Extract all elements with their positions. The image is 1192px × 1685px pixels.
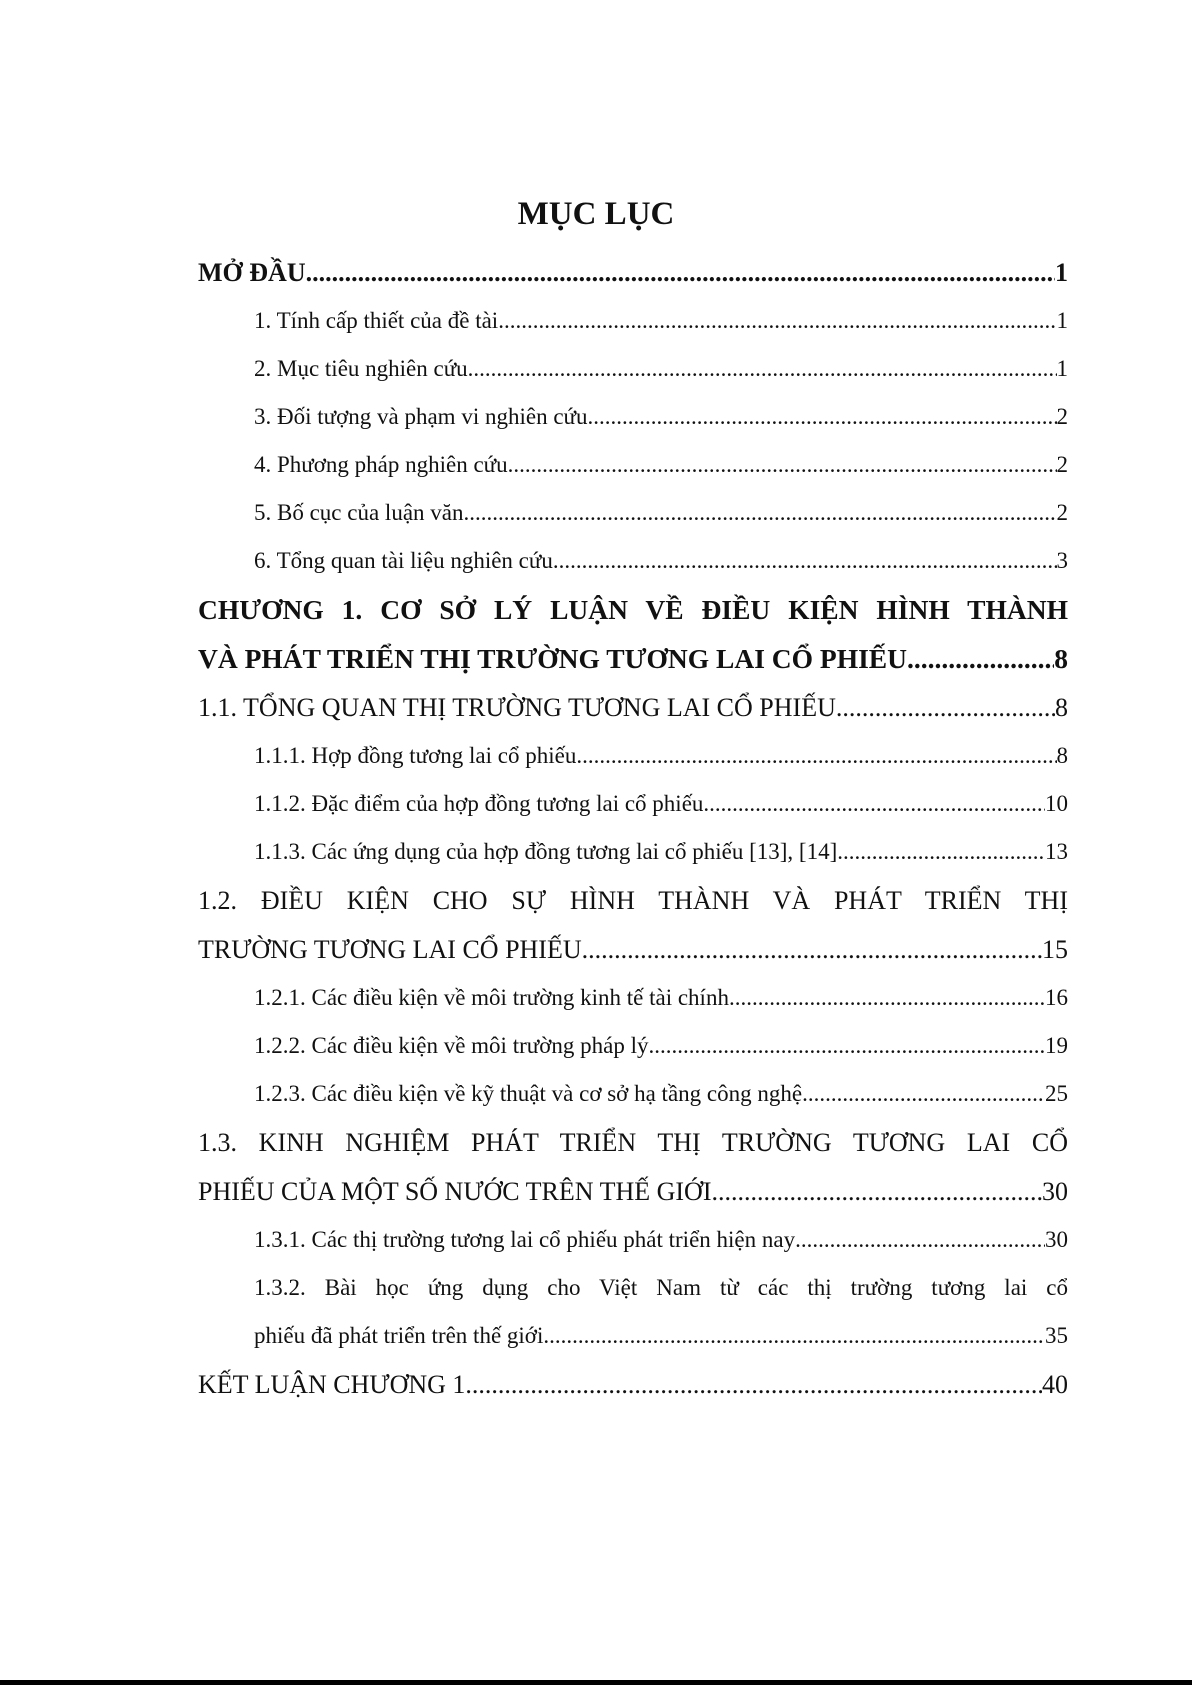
toc-entry-1-3-2[interactable]	[198, 1312, 1068, 1360]
toc-entry-text: 3. Đối tượng và phạm vi nghiên cứu	[254, 404, 588, 429]
toc-entry-section-1-2-line1[interactable]: 1.2. ĐIỀU KIỆN CHO SỰ HÌNH THÀNH VÀ PHÁT TRIỂN THỊ	[198, 886, 1068, 915]
leader-dots	[543, 1312, 1045, 1360]
toc-entry-text: 1.2.1. Các điều kiện về môi trường kinh tế tài chính	[254, 985, 729, 1010]
toc-entry-page: 40	[1042, 1370, 1068, 1399]
leader-dots	[582, 925, 1042, 974]
toc-entry-page: 3	[1056, 548, 1068, 573]
toc-entry-page: 8	[1056, 743, 1068, 768]
toc-entry-page: 2	[1056, 452, 1068, 477]
toc-entry-text: 1. Tính cấp thiết của đề tài	[254, 308, 499, 333]
toc-entry-page: 30	[1045, 1227, 1068, 1252]
toc-entry-text: 6. Tổng quan tài liệu nghiên cứu	[254, 548, 553, 573]
leader-dots	[836, 683, 1055, 732]
table-of-contents	[198, 248, 1068, 1409]
toc-entry-text: 5. Bố cục của luận văn	[254, 500, 464, 525]
toc-entry-section-1-3-line1[interactable]: 1.3. KINH NGHIỆM PHÁT TRIỂN THỊ TRƯỜNG TƯƠNG LAI CỔ	[198, 1128, 1068, 1157]
leader-dots	[576, 732, 1056, 780]
toc-entry-page: 15	[1042, 935, 1068, 964]
leader-dots	[837, 828, 1045, 876]
toc-entry-text: 4. Phương pháp nghiên cứu	[254, 452, 508, 477]
toc-entry-text: 1.2.3. Các điều kiện về kỹ thuật và cơ sở hạ tầng công nghệ	[254, 1081, 803, 1106]
toc-entry-section-1-3[interactable]	[198, 1167, 1068, 1216]
toc-entry-page: 2	[1056, 404, 1068, 429]
toc-entry-text: 1.1.2. Đặc điểm của hợp đồng tương lai cổ phiếu	[254, 791, 704, 816]
leader-dots	[463, 489, 1056, 537]
toc-entry-text: 1.3.1. Các thị trường tương lai cổ phiếu phát triển hiện nay	[254, 1227, 796, 1252]
toc-entry[interactable]	[198, 780, 1068, 828]
leader-dots	[508, 441, 1057, 489]
leader-dots	[648, 1022, 1045, 1070]
toc-entry[interactable]	[198, 1022, 1068, 1070]
toc-entry-page: 8	[1055, 693, 1068, 722]
toc-entry-page: 19	[1045, 1033, 1068, 1058]
toc-entry-chapter-1[interactable]	[198, 634, 1068, 683]
toc-entry-section-1-2[interactable]	[198, 925, 1068, 974]
leader-dots	[802, 1070, 1045, 1118]
toc-entry-page: 35	[1045, 1323, 1068, 1348]
toc-entry-text: 2. Mục tiêu nghiên cứu	[254, 356, 468, 381]
toc-entry-page: 10	[1045, 791, 1068, 816]
toc-entry-text: VÀ PHÁT TRIỂN THỊ TRƯỜNG TƯƠNG LAI CỔ PHIẾU	[198, 643, 908, 674]
toc-entry-mo-dau[interactable]	[198, 248, 1068, 297]
toc-entry-section-1-1[interactable]	[198, 683, 1068, 732]
toc-title: MỤC LỤC	[517, 196, 675, 232]
leader-dots	[468, 345, 1057, 393]
toc-entry-page: 1	[1056, 356, 1068, 381]
toc-entry-ket-luan[interactable]	[198, 1360, 1068, 1409]
toc-entry[interactable]	[198, 537, 1068, 585]
toc-entry-page: 13	[1045, 839, 1068, 864]
leader-dots	[711, 1167, 1042, 1216]
toc-entry[interactable]	[198, 441, 1068, 489]
leader-dots	[306, 248, 1055, 297]
leader-dots	[729, 974, 1045, 1022]
toc-entry-text: 1.1. TỔNG QUAN THỊ TRƯỜNG TƯƠNG LAI CỔ PHIẾU	[198, 693, 836, 722]
toc-entry[interactable]	[198, 1216, 1068, 1264]
toc-entry[interactable]	[198, 828, 1068, 876]
leader-dots	[588, 393, 1057, 441]
page-bottom-edge	[0, 1680, 1192, 1685]
toc-entry[interactable]	[198, 393, 1068, 441]
leader-dots	[703, 780, 1045, 828]
toc-entry-text: 1.2.2. Các điều kiện về môi trường pháp lý	[254, 1033, 649, 1058]
toc-entry[interactable]	[198, 1070, 1068, 1118]
toc-entry-page: 1	[1055, 258, 1068, 287]
toc-entry-page: 2	[1056, 500, 1068, 525]
toc-entry-text: 1.1.3. Các ứng dụng của hợp đồng tương lai cổ phiếu [13], [14]	[254, 839, 838, 864]
toc-entry-chapter-1-line1[interactable]: CHƯƠNG 1. CƠ SỞ LÝ LUẬN VỀ ĐIỀU KIỆN HÌNH THÀNH	[198, 594, 1068, 625]
leader-dots	[498, 297, 1056, 345]
toc-entry[interactable]	[198, 345, 1068, 393]
toc-entry-page: 25	[1045, 1081, 1068, 1106]
toc-entry[interactable]	[198, 732, 1068, 780]
leader-dots	[907, 634, 1054, 683]
toc-entry-1-3-2-line1[interactable]: 1.3.2. Bài học ứng dụng cho Việt Nam từ các thị trường tương lai cổ	[254, 1275, 1068, 1300]
toc-entry-text: MỞ ĐẦU	[198, 258, 306, 287]
leader-dots	[795, 1216, 1045, 1264]
toc-entry-text: KẾT LUẬN CHƯƠNG 1	[198, 1370, 466, 1399]
toc-entry-page: 16	[1045, 985, 1068, 1010]
toc-entry-page: 30	[1042, 1177, 1068, 1206]
leader-dots	[465, 1360, 1042, 1409]
toc-entry-text: phiếu đã phát triển trên thế giới	[254, 1323, 544, 1348]
toc-entry[interactable]	[198, 974, 1068, 1022]
toc-entry[interactable]	[198, 297, 1068, 345]
toc-entry-page: 1	[1056, 308, 1068, 333]
toc-entry-text: TRƯỜNG TƯƠNG LAI CỔ PHIẾU	[198, 935, 582, 964]
toc-entry[interactable]	[198, 489, 1068, 537]
toc-entry-page: 8	[1054, 643, 1068, 674]
toc-entry-text: PHIẾU CỦA MỘT SỐ NƯỚC TRÊN THẾ GIỚI	[198, 1177, 712, 1206]
toc-entry-text: 1.1.1. Hợp đồng tương lai cổ phiếu	[254, 743, 577, 768]
leader-dots	[553, 537, 1057, 585]
